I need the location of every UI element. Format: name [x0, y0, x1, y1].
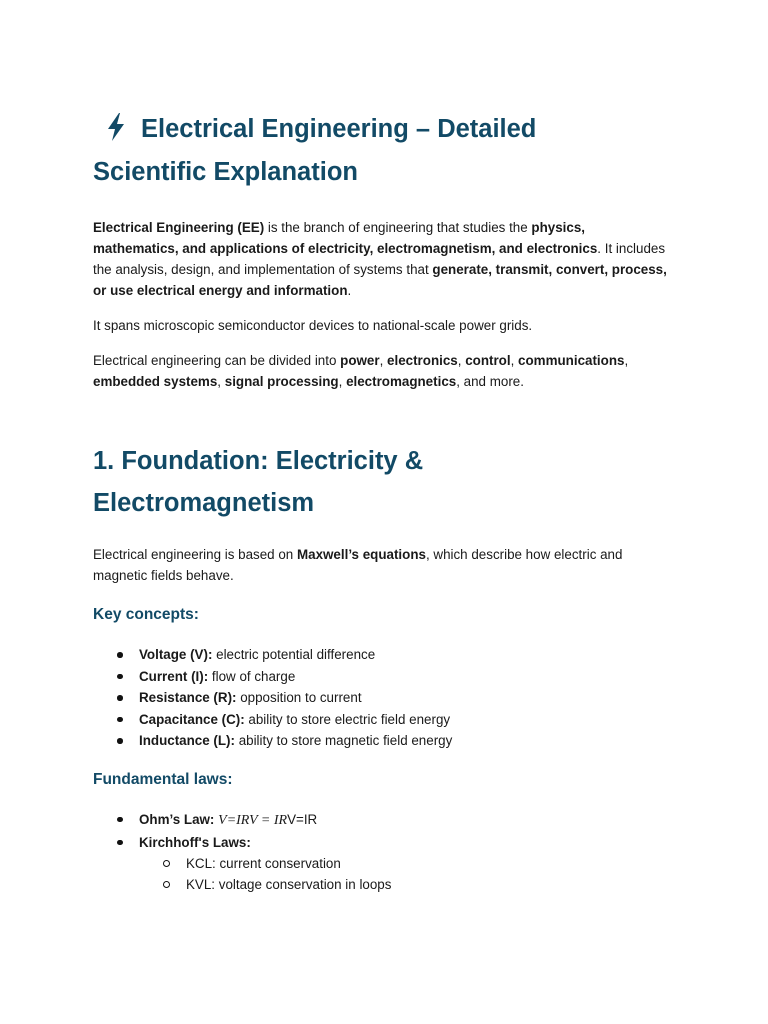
- ohm-plain: V=IR: [287, 811, 318, 827]
- concept-term: Inductance (L):: [139, 733, 235, 749]
- bullet-icon: [117, 717, 123, 723]
- separator: ,: [624, 353, 629, 368]
- concept-desc: ability to store electric field energy: [244, 711, 451, 727]
- list-item: [93, 644, 673, 666]
- list-item: [93, 809, 673, 832]
- circle-bullet-icon: [163, 881, 170, 888]
- concept-desc: electric potential difference: [212, 647, 376, 662]
- bullet-icon: [117, 840, 123, 846]
- kirchhoff-item: KCL: current conservation: [186, 856, 341, 872]
- bullet-icon: [117, 695, 123, 701]
- divisions-paragraph: [93, 350, 673, 392]
- list-item: [93, 687, 673, 709]
- concept-term: Resistance (R):: [139, 690, 237, 706]
- list-item: [93, 853, 673, 874]
- scope-paragraph: It spans microscopic semiconductor devices to national-scale power grids.: [93, 318, 533, 333]
- law-term: Ohm’s Law:: [139, 811, 215, 827]
- key-concepts-heading: Key concepts:: [93, 606, 199, 623]
- intro-bold-3: generate, transmit, convert, process, or use electrical energy and information: [93, 262, 667, 298]
- list-item: [93, 666, 673, 688]
- section-1-heading: [93, 440, 673, 524]
- title-line-1: Electrical Engineering – Detailed: [141, 115, 537, 143]
- maxwell-paragraph: [93, 544, 673, 586]
- list-item: [93, 709, 673, 731]
- concept-term: Current (I):: [139, 668, 209, 684]
- division-embedded: embedded systems: [93, 374, 218, 389]
- bullet-icon: [117, 674, 123, 680]
- circle-bullet-icon: [163, 860, 170, 867]
- separator: ,: [217, 374, 225, 389]
- intro-text-2: . It includes the analysis, design, and implementation of systems that: [93, 241, 666, 277]
- kirchhoff-sublist: [93, 853, 673, 895]
- section-1-heading-line-2: Electromagnetism: [93, 489, 315, 517]
- fundamental-laws-list: [93, 809, 673, 853]
- intro-text-1: is the branch of engineering that studies the: [264, 220, 532, 235]
- intro-bold-1: Electrical Engineering (EE): [93, 220, 265, 235]
- document-content: [93, 108, 673, 895]
- division-power: power: [340, 353, 380, 368]
- page-title: [93, 108, 673, 194]
- separator: ,: [379, 353, 388, 368]
- bullet-icon: [117, 738, 123, 744]
- list-item: [93, 874, 673, 895]
- list-item: [93, 730, 673, 752]
- division-electronics: electronics: [387, 353, 458, 368]
- intro-paragraph: [93, 217, 673, 301]
- title-line-2: Scientific Explanation: [93, 158, 358, 186]
- concept-term: Voltage (V):: [139, 647, 213, 662]
- lightning-bolt-icon: [103, 112, 129, 142]
- ohm-math: V=IRV = IR: [218, 812, 288, 828]
- intro-text-3: .: [347, 283, 352, 298]
- divisions-end: , and more.: [456, 374, 524, 389]
- list-item: [93, 832, 673, 854]
- law-term: Kirchhoff's Laws:: [139, 834, 251, 850]
- fundamental-laws-heading: Fundamental laws:: [93, 770, 233, 788]
- concept-desc: opposition to current: [236, 690, 362, 706]
- maxwell-text-1: Electrical engineering is based on: [93, 547, 297, 562]
- division-electromagnetics: electromagnetics: [346, 374, 457, 389]
- division-signal: signal processing: [224, 374, 339, 389]
- concept-desc: ability to store magnetic field energy: [234, 733, 453, 749]
- concept-term: Capacitance (C):: [139, 711, 245, 727]
- division-control: control: [465, 353, 511, 368]
- divisions-text: Electrical engineering can be divided into: [93, 353, 341, 368]
- maxwell-bold: Maxwell’s equations: [296, 547, 426, 562]
- bullet-icon: [117, 652, 123, 658]
- bullet-icon: [117, 817, 123, 823]
- section-1-heading-line-1: 1. Foundation: Electricity &: [93, 447, 424, 475]
- key-concepts-list: [93, 644, 673, 752]
- kirchhoff-item: KVL: voltage conservation in loops: [186, 877, 392, 893]
- division-communications: communications: [518, 353, 625, 368]
- separator: ,: [510, 353, 519, 368]
- maxwell-text-2: , which describe how electric and magnetic fields behave.: [93, 547, 623, 583]
- concept-desc: flow of charge: [208, 668, 296, 684]
- separator: ,: [457, 353, 466, 368]
- separator: ,: [338, 374, 347, 389]
- intro-bold-2: physics, mathematics, and applications of electricity, electromagnetism, and electronics: [93, 220, 598, 256]
